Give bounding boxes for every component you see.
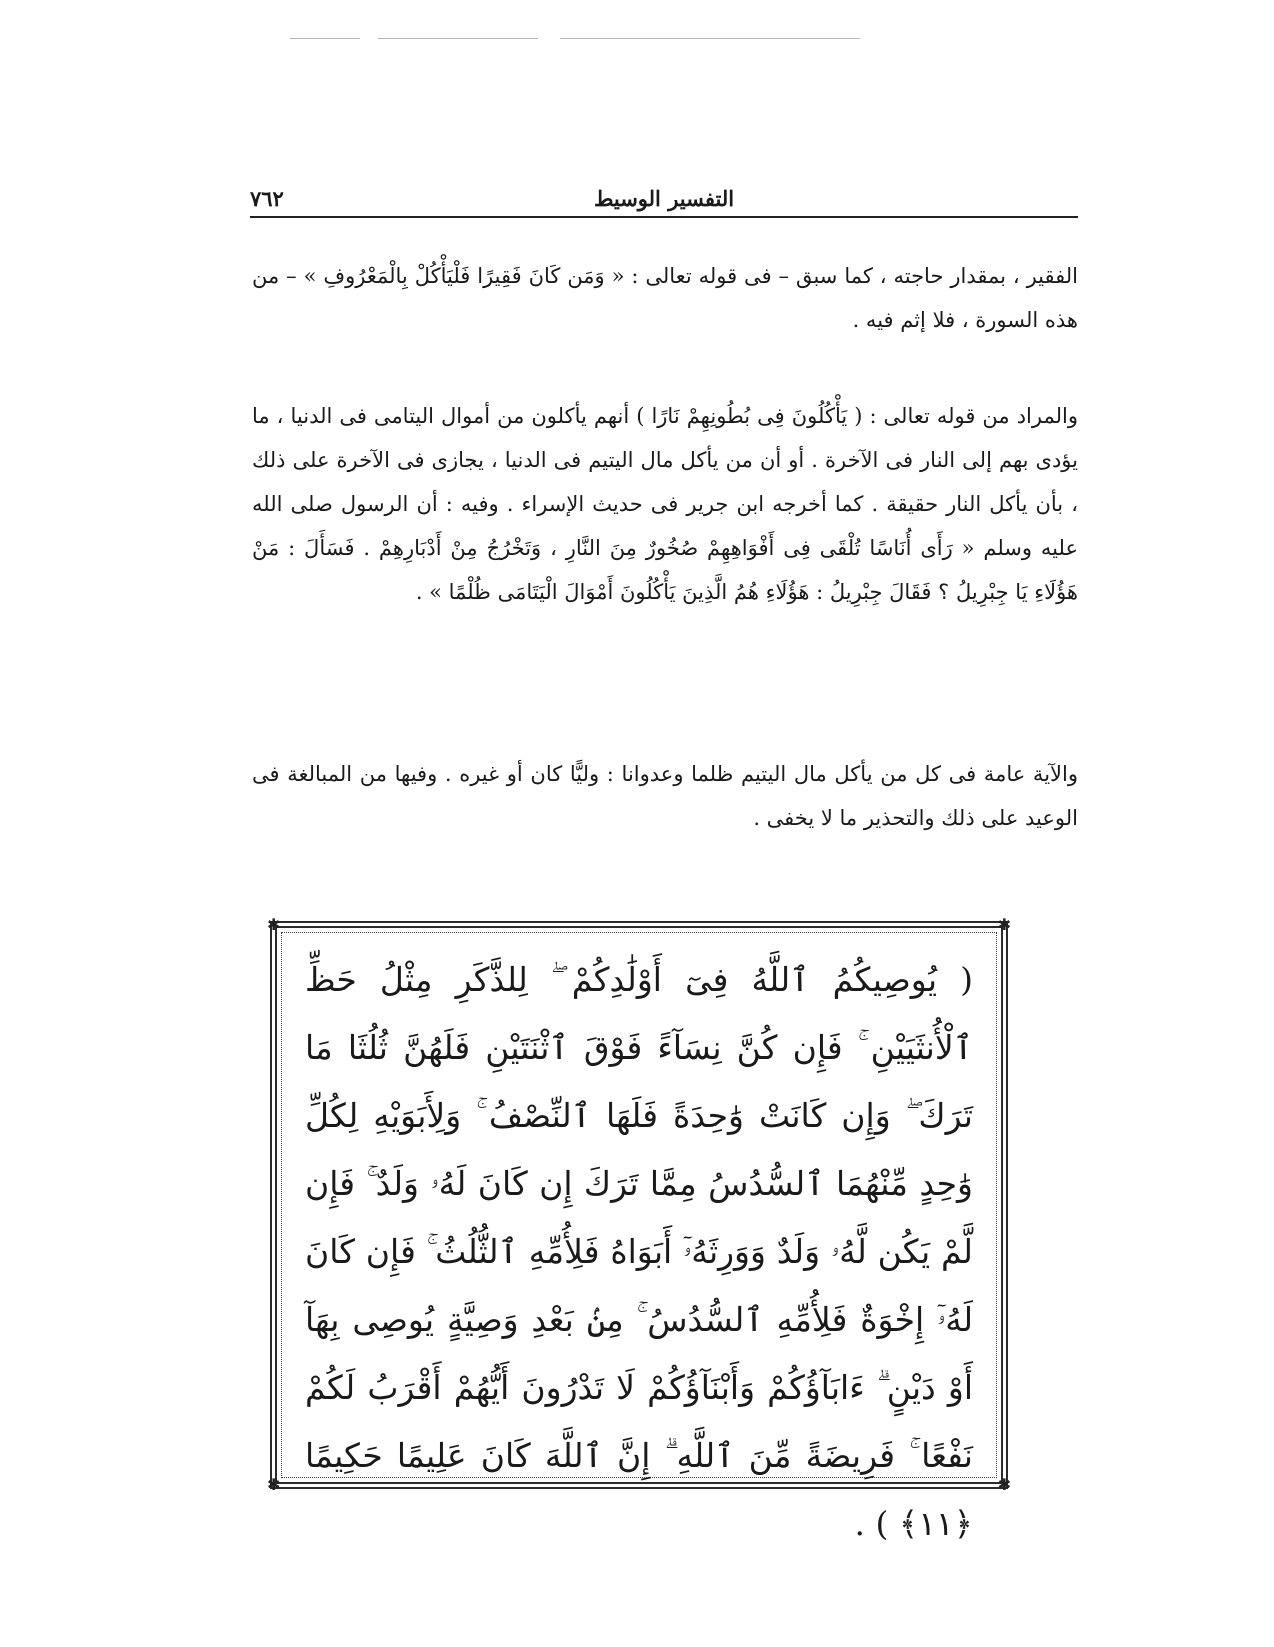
frame-corner-ornament: ✱ <box>997 1475 1011 1494</box>
paragraph: والمراد من قوله تعالى : ( يَأْكُلُونَ فِى بُطُونِهِمْ نَارًا ) أنهم يأكلون من أموال اليتامى فى الدنيا ، ما يؤدى بهم إلى النار فى الآخرة . أو أن من يأكل مال اليتيم فى الدنيا ، يجازى فى الآخرة على ذلك ، بأن يأكل النار حقيقة . كما أخرجه ابن جرير فى حديث الإسراء . وفيه : أن الرسول صلى الله عليه وسلم « رَأَى أُنَاسًا تُلْقَى فِى أَفْوَاهِهِمْ صُخُورٌ مِنَ النَّارِ ، وَتَخْرُجُ مِنْ أَدْبَارِهِمْ . فَسَأَلَ : مَنْ هَؤُلَاءِ يَا جِبْرِيلُ ؟ فَقَالَ جِبْرِيلُ : هَؤُلَاءِ هُمُ الَّذِينَ يَأْكُلُونَ أَمْوَالَ الْيَتَامَى ظُلْمًا » . <box>252 404 1078 604</box>
paragraph-block <box>252 394 1078 614</box>
page-number: ٧٦٢ <box>250 186 284 211</box>
paragraph: والآية عامة فى كل من يأكل مال اليتيم ظلما وعدوانا : وليًّا كان أو غيره . وفيها من المبالغة فى الوعيد على ذلك والتحذير ما لا يخفى . <box>252 762 1078 830</box>
scan-artifact <box>290 38 360 39</box>
frame-corner-ornament: ✱ <box>997 915 1011 934</box>
running-header <box>250 186 1078 218</box>
paragraph: الفقير ، بمقدار حاجته ، كما سبق – فى قوله تعالى : « وَمَن كَانَ فَقِيرًا فَلْيَأْكُلْ بِالْمَعْرُوفِ » – من هذه السورة ، فلا إثم فيه . <box>252 264 1078 332</box>
quran-verse-text: ( يُوصِيكُمُ ٱللَّهُ فِىٓ أَوْلَٰدِكُمْ ۖ لِلذَّكَرِ مِثْلُ حَظِّ ٱلْأُنثَيَيْنِ ۚ فَإِن كُنَّ نِسَآءً فَوْقَ ٱثْنَتَيْنِ فَلَهُنَّ ثُلُثَا مَا تَرَكَ ۖ وَإِن كَانَتْ وَٰحِدَةً فَلَهَا ٱلنِّصْفُ ۚ وَلِأَبَوَيْهِ لِكُلِّ وَٰحِدٍ مِّنْهُمَا ٱلسُّدُسُ مِمَّا تَرَكَ إِن كَانَ لَهُۥ وَلَدٌ ۚ فَإِن لَّمْ يَكُن لَّهُۥ وَلَدٌ وَوَرِثَهُۥٓ أَبَوَاهُ فَلِأُمِّهِ ٱلثُّلُثُ ۚ فَإِن كَانَ لَهُۥٓ إِخْوَةٌ فَلِأُمِّهِ ٱلسُّدُسُ ۚ مِنۢ بَعْدِ وَصِيَّةٍ يُوصِى بِهَآ أَوْ دَيْنٍ ۗ ءَابَآؤُكُمْ وَأَبْنَآؤُكُمْ لَا تَدْرُونَ أَيُّهُمْ أَقْرَبُ لَكُمْ نَفْعًا ۚ فَرِيضَةً مِّنَ ٱللَّهِ ۗ إِنَّ ٱللَّهَ كَانَ عَلِيمًا حَكِيمًا ﴿١١﴾ ) . <box>305 960 974 1543</box>
book-title: التفسير الوسيط <box>593 186 735 211</box>
scan-artifact <box>378 38 538 39</box>
paragraph-continuation <box>252 254 1078 342</box>
quran-verse-frame <box>267 915 1011 1543</box>
scan-artifact <box>560 38 860 39</box>
paragraph-block <box>252 752 1078 840</box>
frame-corner-ornament: ✱ <box>267 915 281 934</box>
frame-corner-ornament: ✱ <box>267 1475 281 1494</box>
